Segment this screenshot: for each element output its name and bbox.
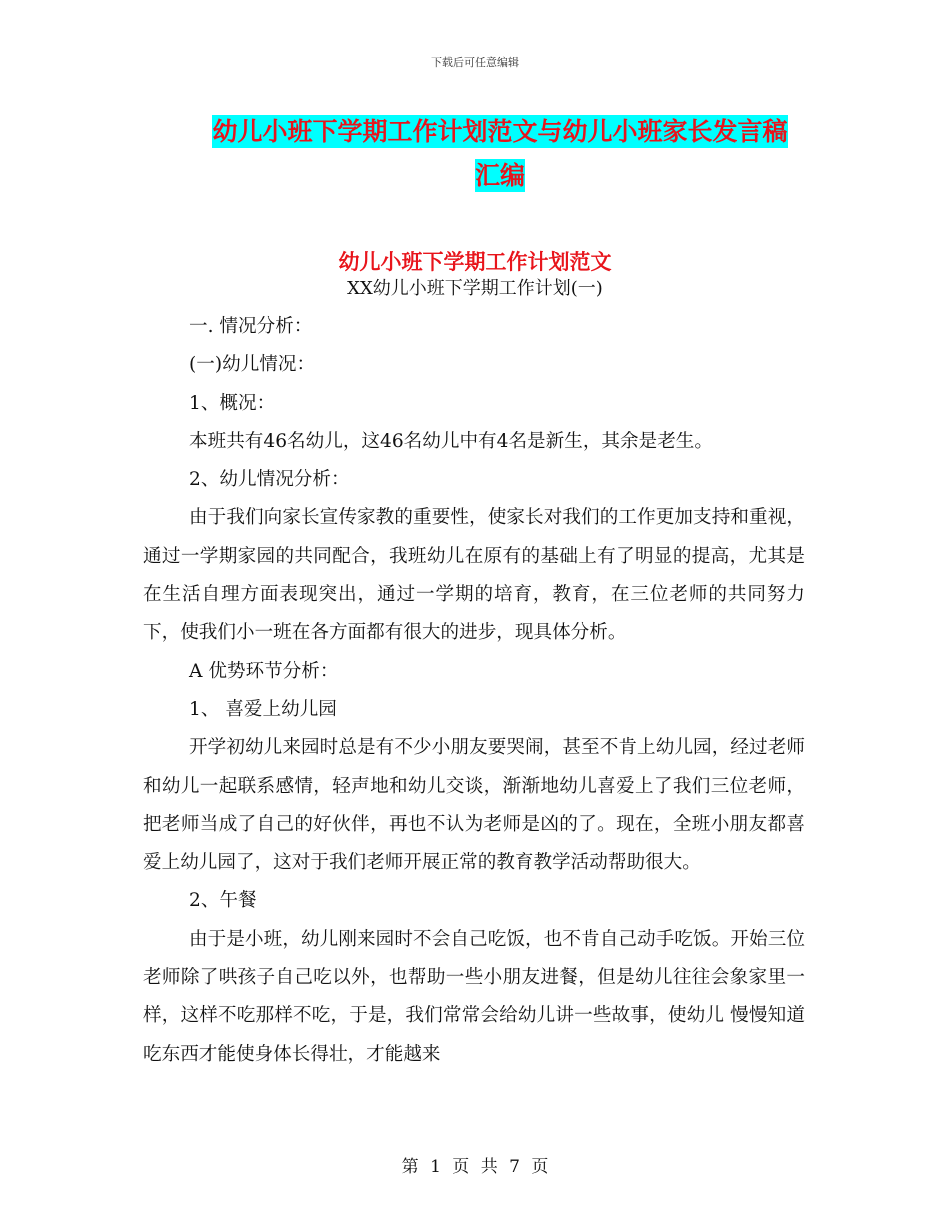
paragraph: 1、概况： (189, 392, 276, 414)
paragraph: 本班共有46名幼儿，这46名幼儿中有4名是新生，其余是老生。 (189, 430, 713, 452)
section-title: 幼儿小班下学期工作计划范文 (338, 250, 612, 274)
paragraph: 一. 情况分析： (189, 316, 313, 337)
paragraph: 由于是小班，幼儿刚来园时不会自己吃饭，也不肯自己动手吃饭。开始三位老师除了哄孩子自己吃以外，也帮助一些小朋友进餐，但是幼儿往往会象家里一样，这样不吃那样不吃，于是，我们常常会给幼儿讲一些故事，使幼儿 慢慢知道吃东西才能使身体长得壮，才能越来 (143, 928, 805, 1065)
paragraph: (一)幼儿情况： (189, 354, 316, 376)
paragraph: A 优势环节分析： (189, 660, 339, 682)
document-title-line2: 汇编 (474, 161, 525, 190)
paragraph: 开学初幼儿来园时总是有不少小朋友要哭闹，甚至不肯上幼儿园，经过老师和幼儿一起联系感情，轻声地和幼儿交谈，渐渐地幼儿喜爱上了我们三位老师，把老师当成了自己的好伙伴，再也不认为老师是凶的了。现在，全班小朋友都喜爱上幼儿园了，这对于我们老师开展正常的教育教学活动帮助很大。 (143, 737, 805, 874)
subtitle: XX幼儿小班下学期工作计划(一) (347, 278, 603, 299)
paragraph: 2、幼儿情况分析： (189, 469, 350, 491)
header-note: 下载后可任意编辑 (431, 56, 519, 69)
document-title (190, 110, 810, 198)
page-footer: 第 1 页 共 7 页 (401, 1157, 549, 1177)
document-title-line1: 幼儿小班下学期工作计划范文与幼儿小班家长发言稿 (212, 117, 788, 146)
body-text (143, 308, 805, 1074)
paragraph: 2、午餐 (189, 890, 257, 912)
paragraph: 由于我们向家长宣传家教的重要性，使家长对我们的工作更加支持和重视，通过一学期家园的共同配合，我班幼儿在原有的基础上有了明显的提高，尤其是在生活自理方面表现突出，通过一学期的培育，教育，在三位老师的共同努力下，使我们小一班在各方面都有很大的进步，现具体分析。 (143, 507, 805, 644)
paragraph: 1、 喜爱上幼儿园 (189, 698, 337, 720)
